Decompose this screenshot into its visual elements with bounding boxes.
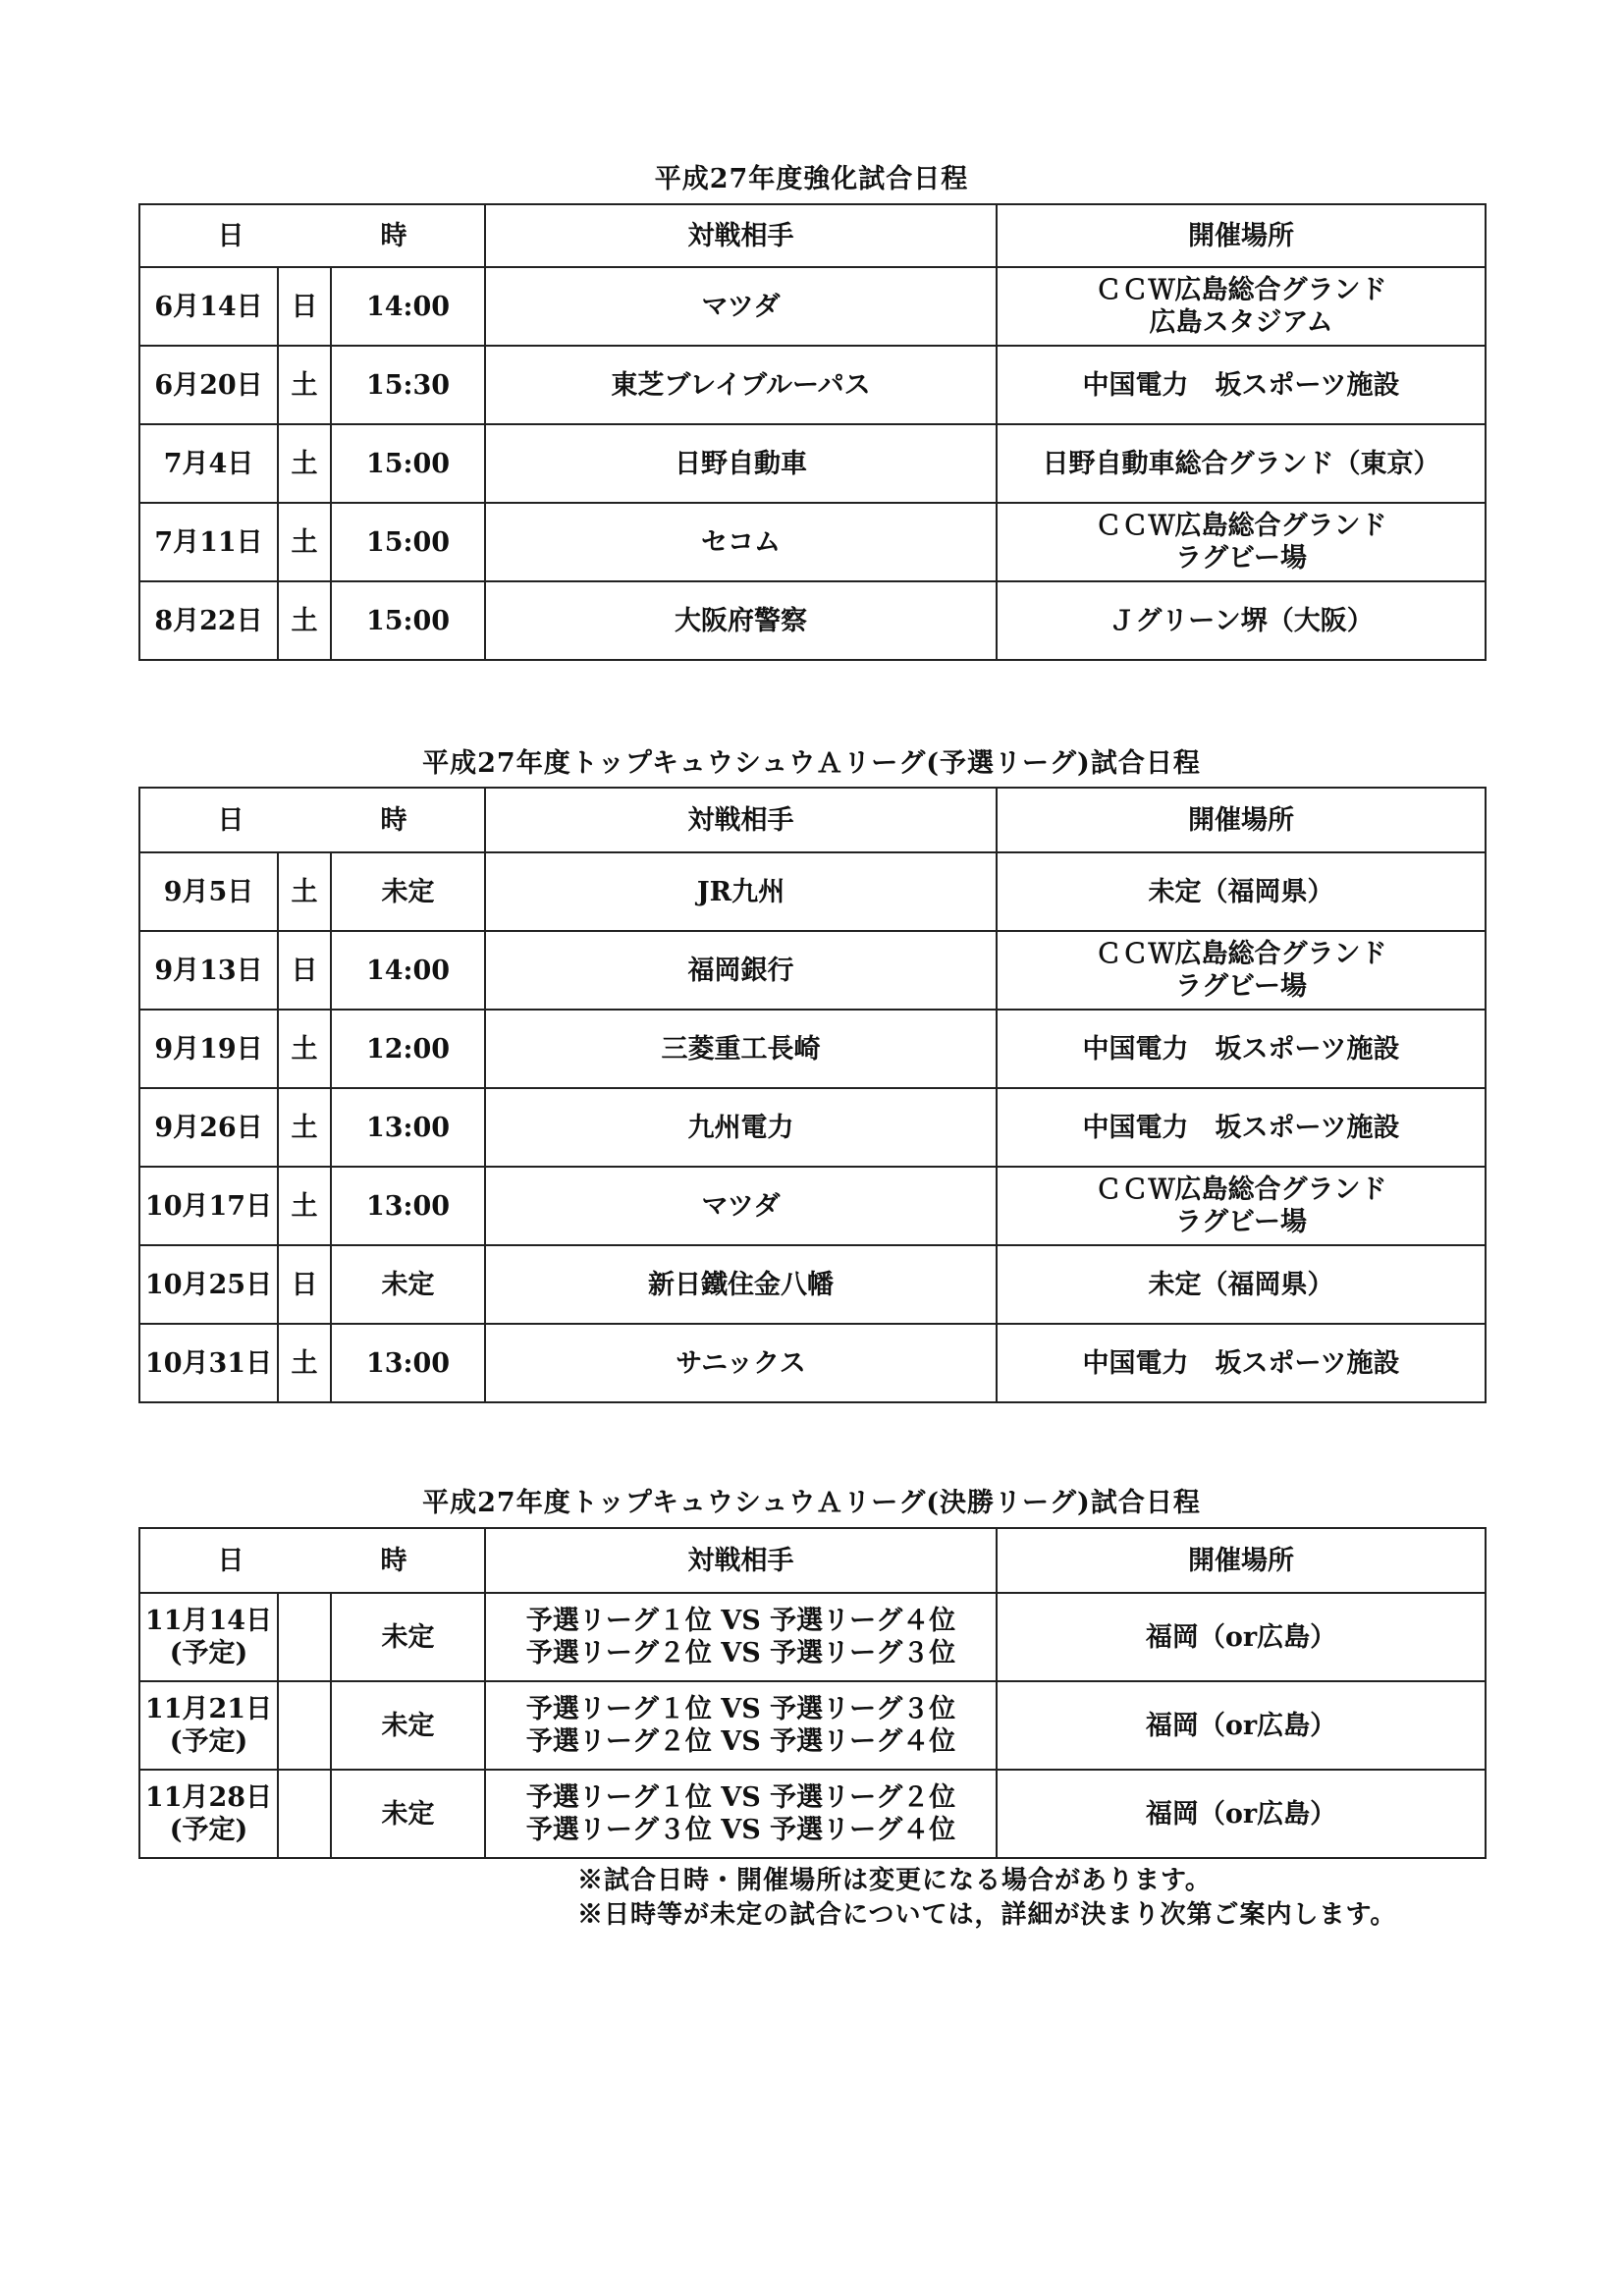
time-cell: 未定 xyxy=(331,1245,485,1324)
date-cell: 7月11日 xyxy=(139,503,278,581)
table-header-row xyxy=(139,204,1486,267)
header-venue: 開催場所 xyxy=(997,1528,1486,1593)
table-row xyxy=(139,1167,1486,1245)
time-cell: 未定 xyxy=(331,1770,485,1858)
header-venue: 開催場所 xyxy=(997,204,1486,267)
date-cell: 11月14日 (予定) xyxy=(139,1593,278,1681)
table-row xyxy=(139,1010,1486,1088)
time-cell: 未定 xyxy=(331,852,485,931)
venue-cell: 日野自動車総合グランド（東京） xyxy=(997,424,1486,503)
venue-cell: 中国電力 坂スポーツ施設 xyxy=(997,1088,1486,1167)
opponent-cell: マツダ xyxy=(485,267,997,346)
header-venue: 開催場所 xyxy=(997,788,1486,852)
opponent-cell: サニックス xyxy=(485,1324,997,1402)
weekday-cell: 土 xyxy=(278,346,331,424)
date-cell: 6月14日 xyxy=(139,267,278,346)
time-cell: 13:00 xyxy=(331,1088,485,1167)
date-cell: 10月17日 xyxy=(139,1167,278,1245)
date-cell: 10月31日 xyxy=(139,1324,278,1402)
venue-cell: ＣＣＷ広島総合グランド ラグビー場 xyxy=(997,503,1486,581)
venue-cell: 福岡（or広島） xyxy=(997,1593,1486,1681)
date-cell: 9月13日 xyxy=(139,931,278,1010)
time-cell: 13:00 xyxy=(331,1324,485,1402)
opponent-cell: JR九州 xyxy=(485,852,997,931)
venue-cell: 福岡（or広島） xyxy=(997,1681,1486,1770)
time-cell: 未定 xyxy=(331,1681,485,1770)
weekday-cell: 日 xyxy=(278,931,331,1010)
venue-cell: 未定（福岡県） xyxy=(997,852,1486,931)
venue-cell: ＣＣＷ広島総合グランド ラグビー場 xyxy=(997,931,1486,1010)
table-row xyxy=(139,1324,1486,1402)
opponent-cell: 大阪府警察 xyxy=(485,581,997,660)
opponent-cell: 予選リーグ１位 VS 予選リーグ４位 予選リーグ２位 VS 予選リーグ３位 xyxy=(485,1593,997,1681)
weekday-cell xyxy=(278,1770,331,1858)
date-cell: 6月20日 xyxy=(139,346,278,424)
table-header-row xyxy=(139,1528,1486,1593)
opponent-cell: 東芝ブレイブルーパス xyxy=(485,346,997,424)
table-row xyxy=(139,503,1486,581)
date-cell: 7月4日 xyxy=(139,424,278,503)
note-line: ※試合日時・開催場所は変更になる場合があります。 xyxy=(577,1866,1212,1895)
opponent-cell: 日野自動車 xyxy=(485,424,997,503)
header-datetime: 日 時 xyxy=(139,788,485,852)
venue-cell: 中国電力 坂スポーツ施設 xyxy=(997,346,1486,424)
venue-cell: 中国電力 坂スポーツ施設 xyxy=(997,1010,1486,1088)
weekday-cell: 土 xyxy=(278,852,331,931)
table-row xyxy=(139,852,1486,931)
header-datetime: 日 時 xyxy=(139,204,485,267)
section-title-friendly: 平成27年度強化試合日程 xyxy=(654,164,969,194)
weekday-cell xyxy=(278,1593,331,1681)
date-cell: 9月19日 xyxy=(139,1010,278,1088)
time-cell: 12:00 xyxy=(331,1010,485,1088)
opponent-cell: 福岡銀行 xyxy=(485,931,997,1010)
table-row xyxy=(139,581,1486,660)
venue-cell: 中国電力 坂スポーツ施設 xyxy=(997,1324,1486,1402)
date-cell: 9月5日 xyxy=(139,852,278,931)
section-title-preliminary: 平成27年度トップキュウシュウＡリーグ(予選リーグ)試合日程 xyxy=(422,748,1201,779)
weekday-cell: 土 xyxy=(278,581,331,660)
opponent-cell: マツダ xyxy=(485,1167,997,1245)
weekday-cell: 土 xyxy=(278,424,331,503)
table-row xyxy=(139,1593,1486,1681)
date-cell: 11月21日 (予定) xyxy=(139,1681,278,1770)
time-cell: 15:00 xyxy=(331,503,485,581)
weekday-cell: 土 xyxy=(278,1167,331,1245)
schedule-table-friendly xyxy=(138,203,1487,661)
venue-cell: ＣＣＷ広島総合グランド ラグビー場 xyxy=(997,1167,1486,1245)
weekday-cell: 土 xyxy=(278,503,331,581)
header-opponent: 対戦相手 xyxy=(485,204,997,267)
venue-cell: Ｊグリーン堺（大阪） xyxy=(997,581,1486,660)
date-cell: 11月28日 (予定) xyxy=(139,1770,278,1858)
table-row xyxy=(139,1770,1486,1858)
weekday-cell xyxy=(278,1681,331,1770)
weekday-cell: 日 xyxy=(278,267,331,346)
date-cell: 9月26日 xyxy=(139,1088,278,1167)
weekday-cell: 土 xyxy=(278,1324,331,1402)
notes xyxy=(577,1864,1396,1933)
note-line: ※日時等が未定の試合については，詳細が決まり次第ご案内します。 xyxy=(577,1900,1397,1930)
time-cell: 15:00 xyxy=(331,581,485,660)
opponent-cell: 予選リーグ１位 VS 予選リーグ３位 予選リーグ２位 VS 予選リーグ４位 xyxy=(485,1681,997,1770)
opponent-cell: 三菱重工長崎 xyxy=(485,1010,997,1088)
table-row xyxy=(139,931,1486,1010)
section-title-final: 平成27年度トップキュウシュウＡリーグ(決勝リーグ)試合日程 xyxy=(422,1488,1201,1518)
date-cell: 10月25日 xyxy=(139,1245,278,1324)
time-cell: 13:00 xyxy=(331,1167,485,1245)
time-cell: 14:00 xyxy=(331,931,485,1010)
venue-cell: 未定（福岡県） xyxy=(997,1245,1486,1324)
header-datetime: 日 時 xyxy=(139,1528,485,1593)
opponent-cell: 九州電力 xyxy=(485,1088,997,1167)
opponent-cell: 新日鐵住金八幡 xyxy=(485,1245,997,1324)
header-opponent: 対戦相手 xyxy=(485,788,997,852)
weekday-cell: 日 xyxy=(278,1245,331,1324)
time-cell: 15:00 xyxy=(331,424,485,503)
table-header-row xyxy=(139,788,1486,852)
weekday-cell: 土 xyxy=(278,1010,331,1088)
time-cell: 14:00 xyxy=(331,267,485,346)
table-row xyxy=(139,1681,1486,1770)
opponent-cell: セコム xyxy=(485,503,997,581)
weekday-cell: 土 xyxy=(278,1088,331,1167)
table-row xyxy=(139,1245,1486,1324)
table-row xyxy=(139,346,1486,424)
date-cell: 8月22日 xyxy=(139,581,278,660)
time-cell: 15:30 xyxy=(331,346,485,424)
opponent-cell: 予選リーグ１位 VS 予選リーグ２位 予選リーグ３位 VS 予選リーグ４位 xyxy=(485,1770,997,1858)
venue-cell: ＣＣＷ広島総合グランド 広島スタジアム xyxy=(997,267,1486,346)
table-row xyxy=(139,424,1486,503)
schedule-table-final xyxy=(138,1527,1487,1859)
schedule-table-preliminary xyxy=(138,787,1487,1403)
header-opponent: 対戦相手 xyxy=(485,1528,997,1593)
venue-cell: 福岡（or広島） xyxy=(997,1770,1486,1858)
time-cell: 未定 xyxy=(331,1593,485,1681)
table-row xyxy=(139,267,1486,346)
table-row xyxy=(139,1088,1486,1167)
